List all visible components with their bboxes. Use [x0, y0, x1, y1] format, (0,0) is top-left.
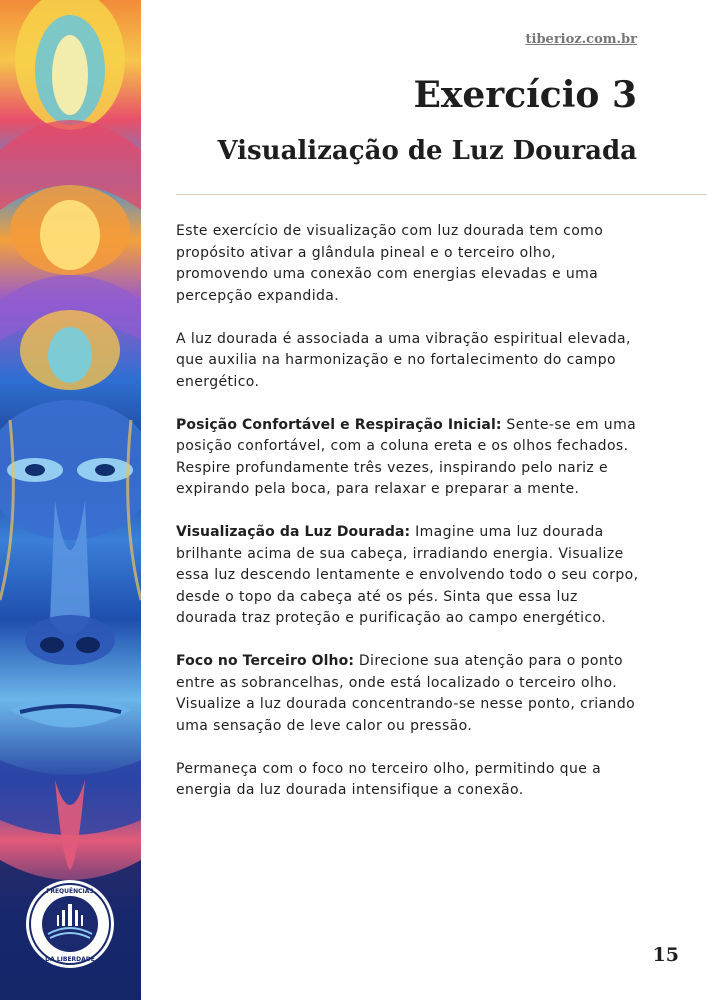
- logo-emblem-icon: [28, 882, 112, 966]
- psychedelic-face-illustration: [0, 0, 141, 1000]
- step-3-paragraph: [176, 651, 642, 737]
- main-content: [176, 221, 642, 823]
- svg-text:FREQUÊNCIAS: FREQUÊNCIAS: [46, 888, 94, 895]
- step-3-heading: Foco no Terceiro Olho:: [176, 653, 355, 669]
- intro-paragraph-2: A luz dourada é associada a uma vibração espiritual elevada, que auxilia na harmonização e no fortalecimento do campo energético.: [176, 330, 631, 390]
- decorative-art-strip: [0, 0, 141, 1000]
- step-1-heading: Posição Confortável e Respiração Inicial:: [176, 416, 502, 433]
- step-2-paragraph: [176, 522, 642, 630]
- header-divider: [176, 194, 707, 195]
- svg-text:DA LIBERDADE: DA LIBERDADE: [45, 956, 95, 963]
- closing-paragraph: Permaneça com o foco no terceiro olho, permitindo que a energia da luz dourada intensifique a conexão.: [176, 760, 602, 798]
- step-2-heading: Visualização da Luz Dourada:: [176, 524, 411, 540]
- page-subtitle: Visualização de Luz Dourada: [217, 136, 637, 166]
- step-2-text: Imagine uma luz dourada brilhante acima de sua cabeça, irradiando energia. Visualize essa luz descendo lentamente e envolvendo todo o seu corpo, desde o topo da cabeça até os pés. Sinta que essa luz dourada traz proteção e purificação ao campo energético.: [176, 524, 639, 626]
- page-title: Exercício 3: [413, 74, 637, 116]
- frequencias-da-liberdade-logo: [28, 882, 112, 966]
- page-number: 15: [652, 944, 679, 966]
- step-1-paragraph: [176, 415, 642, 501]
- site-link[interactable]: tiberioz.com.br: [525, 32, 637, 47]
- step-3-text: Direcione sua atenção para o ponto entre as sobrancelhas, onde está localizado o terceiro olho. Visualize a luz dourada concentrando-se nesse ponto, criando uma sensação de leve calor ou pressão.: [176, 653, 636, 734]
- step-1-text: Sente-se em uma posição confortável, com a coluna ereta e os olhos fechados. Respire profundamente três vezes, inspirando pelo nariz e expirando pela boca, para relaxar e preparar a mente.: [176, 416, 637, 497]
- intro-paragraph-1: Este exercício de visualização com luz dourada tem como propósito ativar a glândula pineal e o terceiro olho, promovendo uma conexão com energias elevadas e uma percepção expandida.: [176, 223, 604, 304]
